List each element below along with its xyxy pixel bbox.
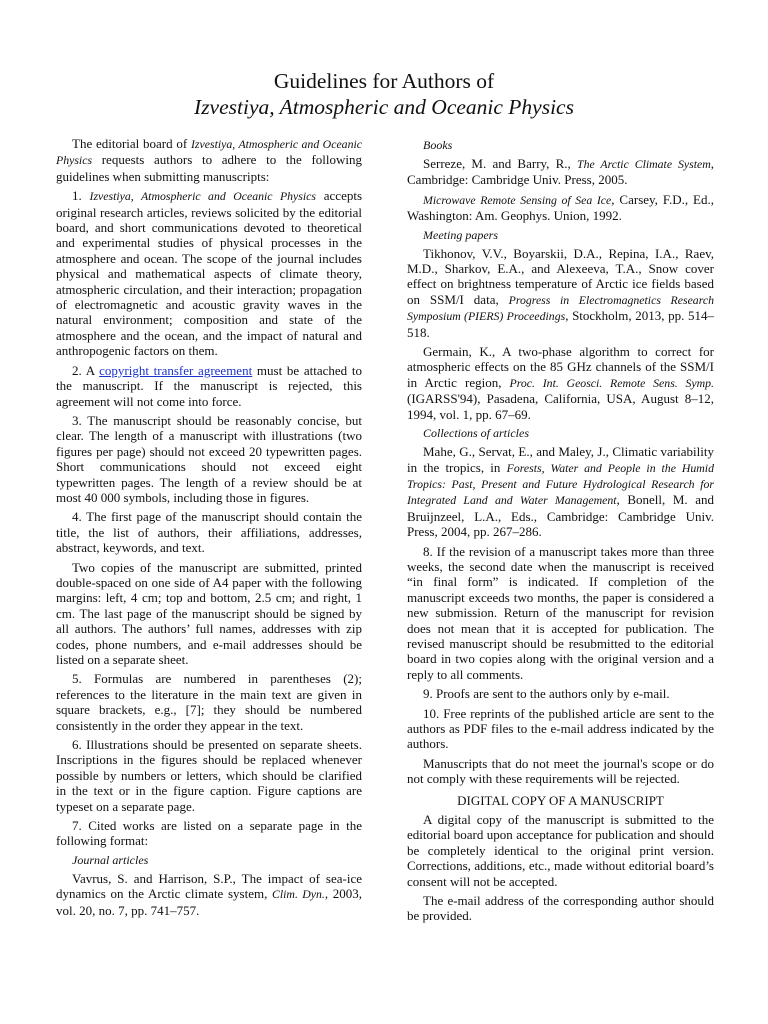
reference-book-2: Microwave Remote Sensing of Sea Ice, Carsey, F.D., Ed., Washington: Am. Geophys. Union, 1992. — [407, 191, 714, 224]
left-column — [56, 136, 362, 922]
reference-journal: Vavrus, S. and Harrison, S.P., The impact of sea-ice dynamics on the Arctic climate system, Clim. Dyn., 2003, vol. 20, no. 7, pp. 741–757. — [56, 870, 363, 918]
journal-title: Izvestiya, Atmospheric and Oceanic Physics — [194, 95, 574, 119]
guideline-7: 7. Cited works are listed on a separate page in the following format: — [56, 818, 362, 849]
intro-paragraph: The editorial board of Izvestiya, Atmospheric and Oceanic Physics requests authors to adhere to the following guidelines when submitting manuscripts: — [56, 136, 362, 184]
guideline-10: 10. Free reprints of the published article are sent to the authors as PDF files to the e-mail address indicated by the authors. — [407, 705, 714, 752]
reference-meeting-2: Germain, K., A two-phase algorithm to correct for atmospheric effects on the 85 GHz channels of the SSM/I in Arctic region, Proc. Int. Geosci. Remote Sens. Symp. (IGARSS'94), Pasadena, California, USA, August 8–12, 1994, vol. 1, pp. 67–69. — [407, 344, 714, 422]
digital-copy-paragraph: A digital copy of the manuscript is submitted to the editorial board upon acceptance for publication and should be completely identical to the original print version. Corrections, additions, etc., made without editorial board’s consent will not be accepted. — [407, 812, 714, 889]
journal-articles-heading: Journal articles — [72, 852, 149, 867]
email-note: The e-mail address of the corresponding author should be provided. — [407, 893, 714, 924]
guideline-8: 8. If the revision of a manuscript takes more than three weeks, the second date when the manuscript is received “in final form” is indicated. If completion of the manuscript exceeds two months, the paper is considered a new submission. Return of the manuscript for revision does not mean that it is accepted for publication. The revised manuscript should be resubmitted to the editorial board in two copies along with the original version and a reply to all comments. — [407, 543, 714, 682]
digital-copy-heading: DIGITAL COPY OF A MANUSCRIPT — [457, 792, 664, 808]
guideline-2: 2. A copyright transfer agreement must be attached to the manuscript. If the manuscript is rejected, this agreement will not come into force. — [56, 362, 362, 409]
guideline-5: 5. Formulas are numbered in parentheses (2); references to the literature in the main text are given in square brackets, e.g., [7]; they should be numbered consistently in the order they appear in the text. — [56, 671, 362, 733]
collections-heading: Collections of articles — [423, 426, 529, 441]
reference-book-1: Serreze, M. and Barry, R., The Arctic Climate System, Cambridge: Cambridge Univ. Press, 2005. — [407, 156, 714, 188]
guideline-4: 4. The first page of the manuscript should contain the title, the list of authors, their affiliations, addresses, abstract, keywords, and text. — [56, 509, 362, 556]
reference-meeting-1: Tikhonov, V.V., Boyarskii, D.A., Repina, I.A., Raev, M.D., Sharkov, E.A., and Alexeeva, T.A., Snow cover effect on brightness temperature of Arctic ice fields based on SSM/I data, Progress in Electromagnetics Research Symposium (PIERS) Proceedings, Stockholm, 2013, pp. 514–518. — [407, 245, 714, 340]
meeting-papers-heading: Meeting papers — [423, 227, 498, 242]
page-title: Guidelines for Authors of — [273, 69, 495, 93]
copyright-agreement-link[interactable]: copyright transfer agreement — [99, 362, 253, 378]
reference-collection: Mahe, G., Servat, E., and Maley, J., Climatic variability in the tropics, in Forests, Water and People in the Humid Tropics: Past, Present and Future Hydrological Research for Integrated Land and Water Management, Bonell, M. and Bruijnzeel, L.A., Eds., Cambridge: Cambridge Univ. Press, 2004, pp. 267–286. — [407, 444, 714, 540]
guideline-9: 9. Proofs are sent to the authors only by e-mail. — [423, 686, 670, 702]
journal-name: Izvestiya, Atmospheric and Oceanic Physics — [56, 137, 362, 168]
guideline-1: 1. Izvestiya, Atmospheric and Oceanic Physics accepts original research articles, reviews solicited by the editorial board, and short communications devoted to theoretical and experimental studies of physical processes in the atmosphere and ocean. The scope of the journal includes physical and mathematical aspects of climate theory, atmospheric circulation, and their interaction; propagation of electromagnetic and acoustic gravity waves in the natural environment; composition and state of the atmosphere and the ocean, and the impact of natural and anthropogenic factors on them. — [56, 188, 363, 359]
rejection-note: Manuscripts that do not meet the journal's scope or do not comply with these requirements will be rejected. — [407, 755, 714, 787]
guideline-6: 6. Illustrations should be presented on separate sheets. Inscriptions in the figures should be replaced whenever possible by numbers or letters, which should be clarified in the text or in the figure caption. Figure captions are typeset on a separate page. — [56, 737, 362, 814]
right-column — [407, 136, 714, 928]
books-heading: Books — [423, 138, 453, 152]
guideline-3: 3. The manuscript should be reasonably concise, but clear. The length of a manuscript with illustrations (two figures per page) should not exceed 20 typewritten pages. Short communications should not exceed eight typewritten pages. The length of a review should be at most 40 000 symbols, including those in figures. — [56, 412, 362, 505]
journal-name: Izvestiya, Atmospheric and Oceanic Physics — [89, 189, 316, 204]
guideline-4-copies: Two copies of the manuscript are submitted, printed double-spaced on one side of A4 paper with the following margins: left, 4 cm; top and bottom, 2.5 cm; and right, 1 cm. The last page of the manuscript should be signed by all authors. The authors’ full names, addresses with zip codes, phone numbers, and e-mail addresses should be listed on a separate sheet. — [56, 559, 362, 667]
